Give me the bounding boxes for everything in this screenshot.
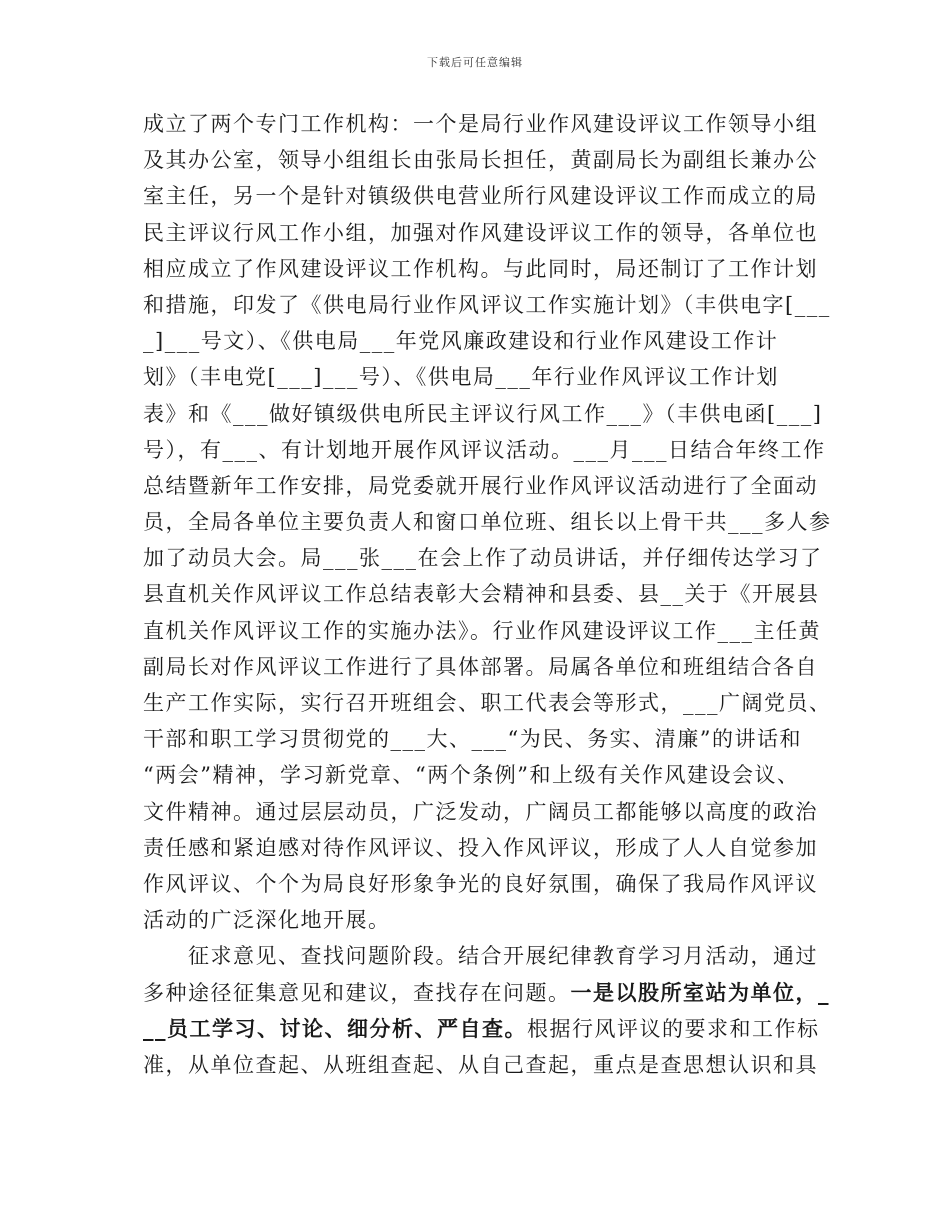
text-segment: 征求意见、查找问题阶段。结合开展纪律教育学习月活动，通过 (143, 944, 818, 969)
text-segment: 文件精神。通过层层动员，广泛发动，广阔员工都能够以高度的政治 (143, 799, 818, 824)
document-body (143, 106, 832, 1083)
text-segment: 总结暨新年工作安排，局党委就开展行业作风评议活动进行了全面动 (143, 473, 818, 498)
text-line (143, 106, 818, 142)
text-line (143, 975, 830, 1011)
text-segment: 加了动员大会。局___张___在会上作了动员讲话，并仔细传达学习了 (143, 546, 823, 571)
text-segment: 多种途径征集意见和建议，查找存在问题。 (143, 980, 571, 1005)
text-segment: _]___号文）、《供电局___年党风廉政建设和行业作风建设工作计 (143, 329, 779, 354)
text-line (143, 1011, 820, 1047)
text-line (143, 830, 818, 866)
text-line (143, 613, 821, 649)
page-header: 下载后可任意编辑 (427, 56, 523, 69)
text-line (143, 938, 818, 974)
text-segment: 和措施，印发了《供电局行业作风评议工作实施计划》（丰供电字[___ (143, 292, 831, 317)
text-segment: 民主评议行风工作小组，加强对作风建设评议工作的领导，各单位也 (143, 220, 818, 245)
text-segment: 根据行风评议的要求和工作标 (527, 1016, 820, 1041)
text-segment: 直机关作风评议工作的实施办法》。行业作风建设评议工作___主任黄 (143, 618, 821, 643)
text-segment: 表》和《___做好镇级供电所民主评议行风工作___》（丰供电函[___] (143, 401, 823, 426)
text-line (143, 1047, 818, 1083)
text-line (143, 251, 818, 287)
text-line (143, 757, 813, 793)
text-segment: 县直机关作风评议工作总结表彰大会精神和县委、县__关于《开展县 (143, 582, 820, 607)
text-line (143, 215, 818, 251)
text-line (143, 468, 818, 504)
text-line (143, 866, 818, 902)
text-segment: 成立了两个专门工作机构：一个是局行业作风建设评议工作领导小组 (143, 112, 818, 136)
text-line (143, 649, 818, 685)
text-segment: 及其办公室，领导小组组长由张局长担任，黄副局长为副组长兼办公 (143, 148, 818, 173)
text-line (143, 540, 823, 576)
text-segment: 相应成立了作风建设评议工作机构。与此同时，局还制订了工作计划 (143, 256, 818, 281)
text-line (143, 178, 818, 214)
text-segment: 副局长对作风评议工作进行了具体部署。局属各单位和班组结合各自 (143, 654, 818, 679)
text-segment: 准，从单位查起、从班组查起、从自己查起，重点是查思想认识和具 (143, 1052, 818, 1077)
text-segment: 责任感和紧迫感对待作风评议、投入作风评议，形成了人人自觉参加 (143, 835, 818, 860)
text-line (143, 359, 813, 395)
text-line (143, 432, 826, 468)
text-line (143, 287, 831, 323)
text-segment: 划》（丰电党[___]___号）、《供电局___年行业作风评议工作计划 (143, 365, 779, 390)
text-line (143, 142, 818, 178)
bold-text-segment: 一是以股所室站为单位，_ (570, 979, 830, 1005)
text-segment: 作风评议、个个为局良好形象争光的良好氛围，确保了我局作风评议 (143, 871, 818, 896)
text-line (143, 794, 818, 830)
text-segment: 室主任，另一个是针对镇级供电营业所行风建设评议工作而成立的局 (143, 184, 818, 209)
text-line (143, 504, 832, 540)
text-segment: 员，全局各单位主要负责人和窗口单位班、组长以上骨干共___多人参 (143, 510, 832, 535)
text-line (143, 323, 813, 359)
text-segment: 号），有___、有计划地开展作风评议活动。___月___日结合年终工作 (143, 437, 826, 462)
text-segment: “两会”精神，学习新党章、“两个条例”和上级有关作风建设会议、 (143, 763, 800, 788)
text-segment: 生产工作实际，实行召开班组会、职工代表会等形式，___广阔党员、 (143, 691, 832, 715)
text-line (143, 576, 820, 612)
text-line (143, 396, 823, 432)
bold-text-segment: __员工学习、讨论、细分析、严自查。 (143, 1015, 527, 1041)
text-line (143, 902, 813, 938)
text-line (143, 685, 832, 721)
text-segment: 干部和职工学习贯彻党的___大、___“为民、务实、清廉”的讲话和 (143, 727, 802, 752)
text-line (143, 721, 813, 757)
text-segment: 活动的广泛深化地开展。 (143, 908, 391, 933)
